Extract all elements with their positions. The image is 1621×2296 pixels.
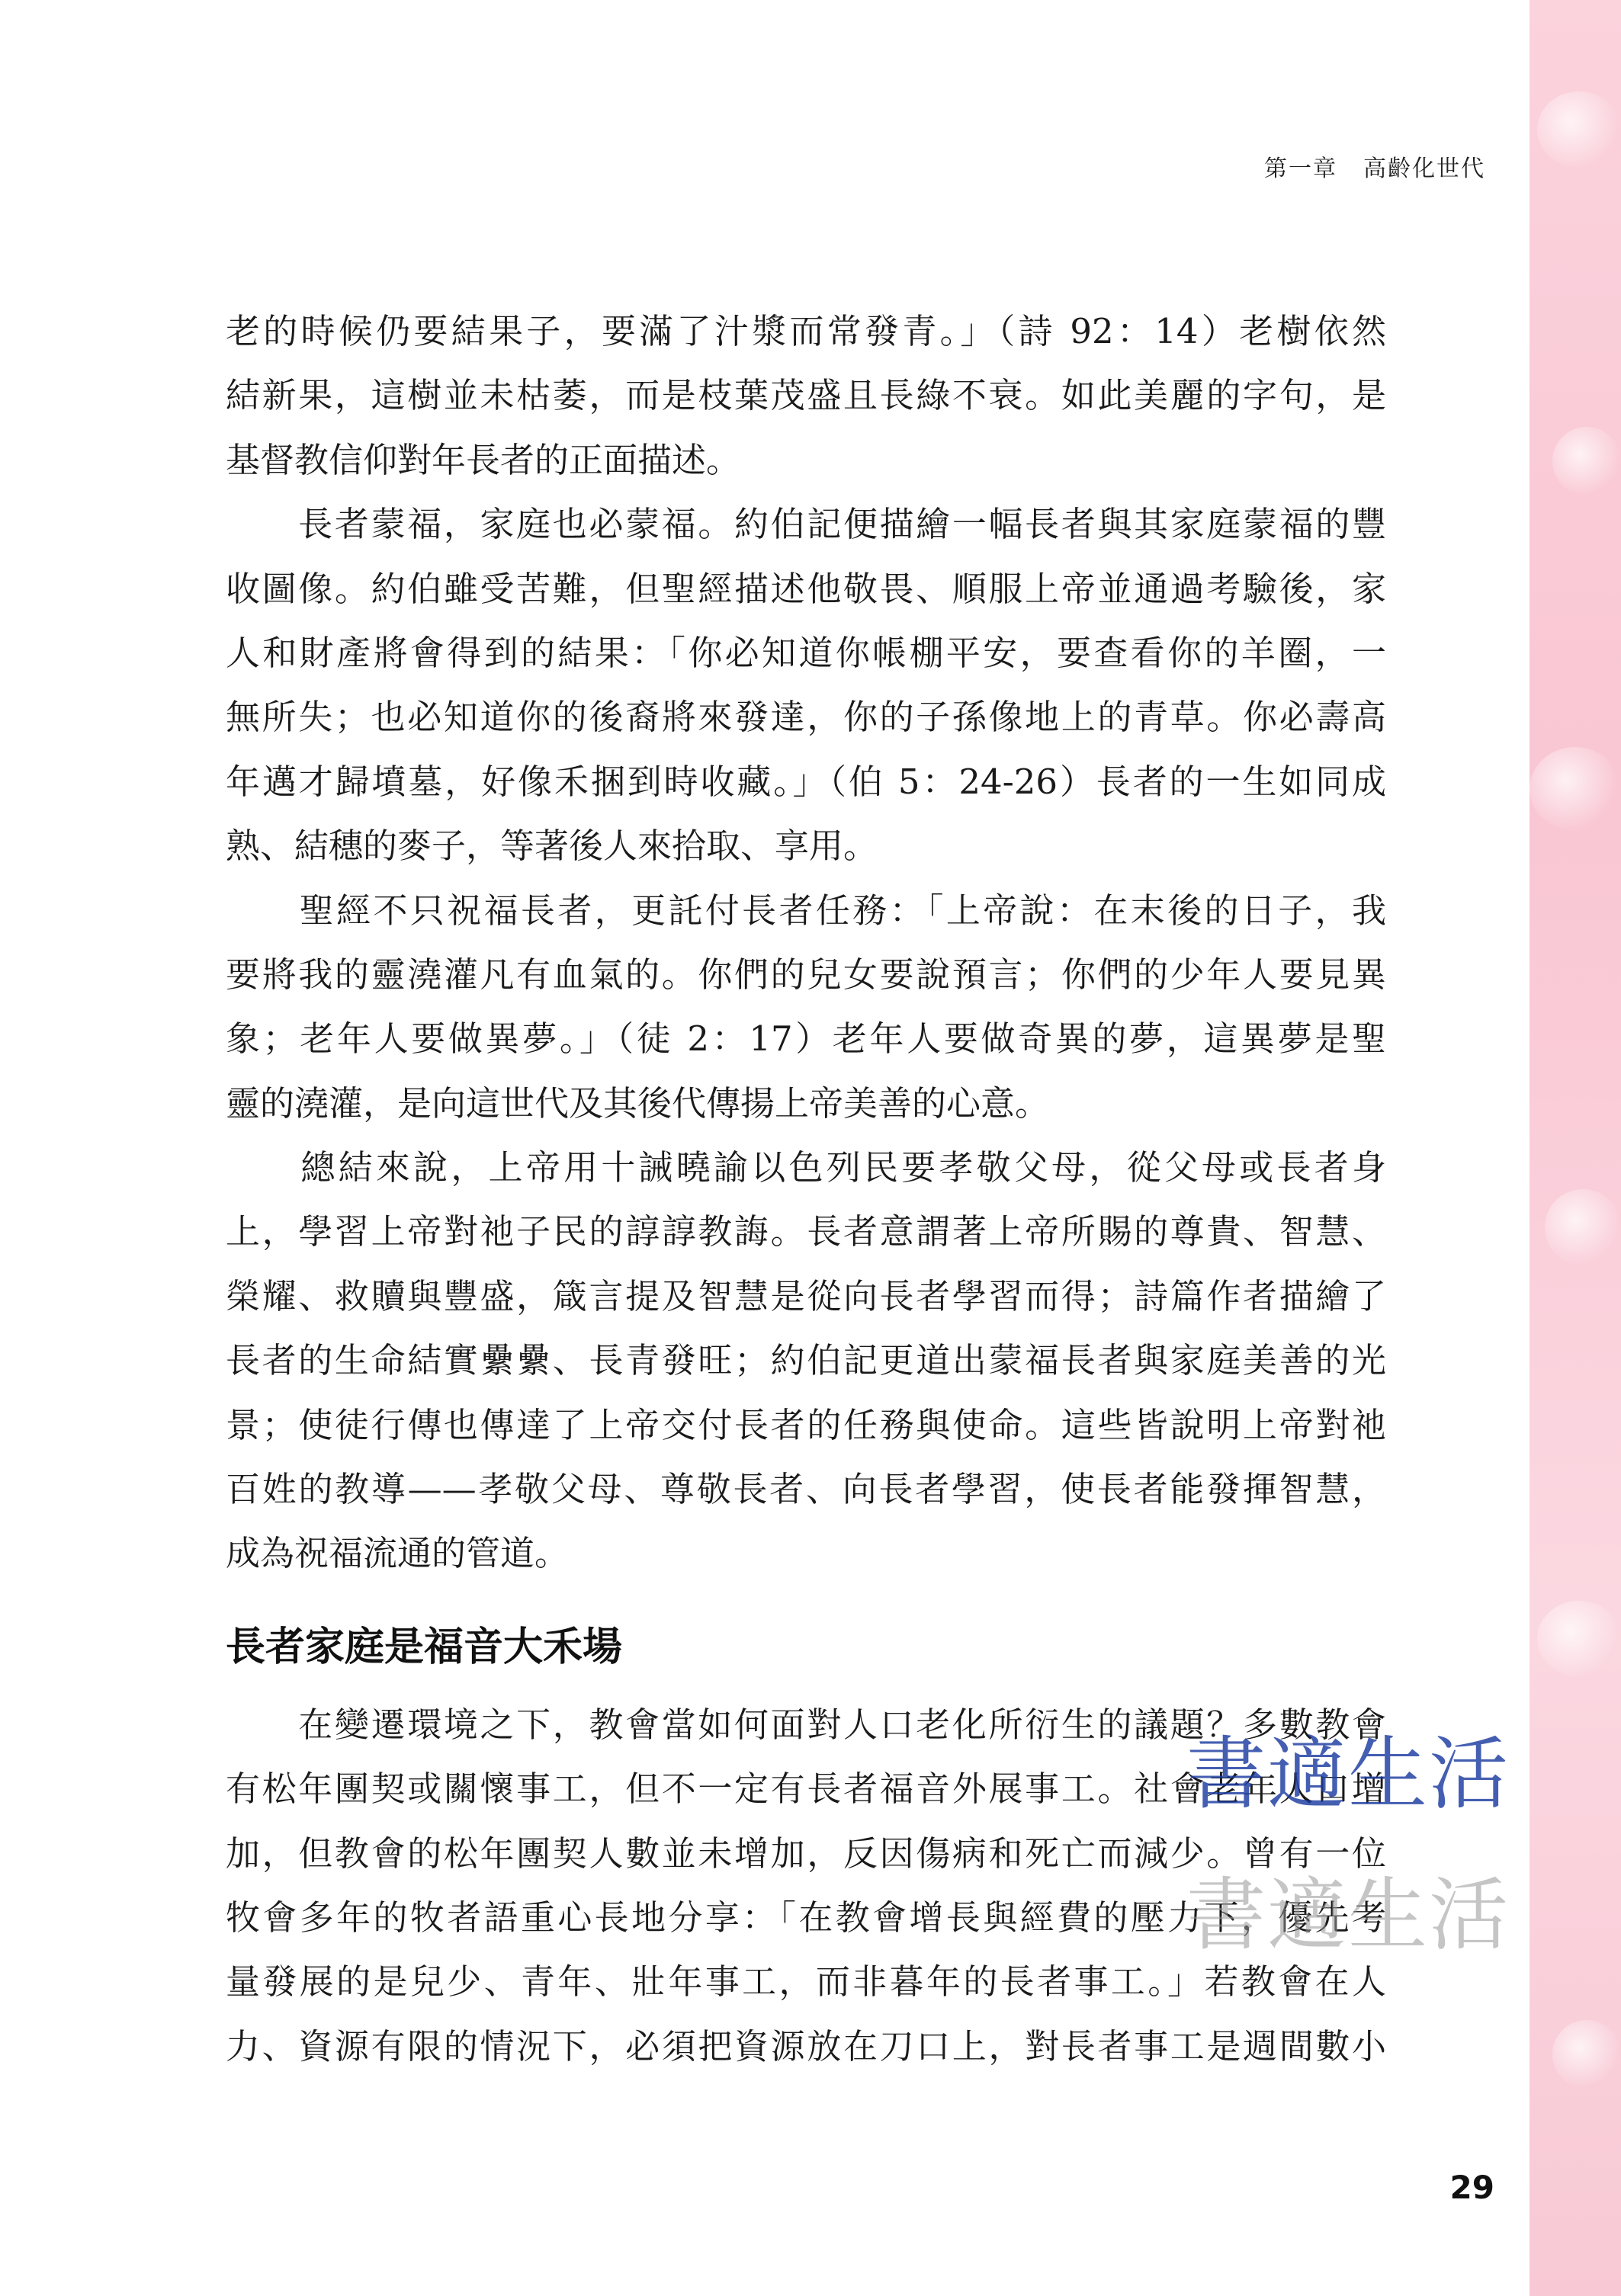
text-line: 長者的生命結實纍纍、長青發旺；約伯記更道出蒙福長者與家庭美善的光 <box>226 1340 1386 1381</box>
text-line: 總結來說，上帝用十誡曉諭以色列民要孝敬父母，從父母或長者身 <box>226 1147 1386 1188</box>
page-number: 29 <box>1449 2169 1494 2206</box>
running-header <box>1264 149 1485 183</box>
text-line: 在變遷環境之下，教會當如何面對人口老化所衍生的議題？多數教會 <box>226 1704 1386 1745</box>
text-line: 牧會多年的牧者語重心長地分享：「在教會增長與經費的壓力下，優先考 <box>226 1897 1386 1938</box>
paragraph <box>226 300 1386 492</box>
watermark-secondary: 書適生活 <box>1186 1868 1510 1961</box>
text-line: 象；老年人要做異夢。」（徒 2：17）老年人要做奇異的夢，這異夢是聖 <box>226 1018 1386 1060</box>
decorative-heart <box>1530 747 1621 831</box>
text-line: 有松年團契或關懷事工，但不一定有長者福音外展事工。社會老年人口增 <box>226 1768 1386 1810</box>
section-heading: 長者家庭是福音大禾場 <box>226 1624 623 1670</box>
text-line: 榮耀、救贖與豐盛，箴言提及智慧是從向長者學習而得；詩篇作者描繪了 <box>226 1275 1386 1316</box>
text-line: 力、資源有限的情況下，必須把資源放在刀口上，對長者事工是週間數小 <box>226 2025 1386 2067</box>
chapter-title: 高齡化世代 <box>1363 156 1485 182</box>
decorative-heart <box>1537 91 1621 168</box>
text-line: 年邁才歸墳墓，好像禾捆到時收藏。」（伯 5：24-26）長者的一生如同成 <box>226 761 1386 802</box>
text-line: 收圖像。約伯雖受苦難，但聖經描述他敬畏、順服上帝並通過考驗後，家 <box>226 568 1386 609</box>
text-line: 景；使徒行傳也傳達了上帝交付長者的任務與使命。這些皆說明上帝對祂 <box>226 1404 1386 1445</box>
text-line: 無所失；也必知道你的後裔將來發達，你的子孫像地上的青草。你必壽高 <box>226 697 1386 738</box>
decorative-heart <box>1545 1189 1621 1265</box>
text-line: 人和財產將會得到的結果：「你必知道你帳棚平安，要查看你的羊圈，一 <box>226 632 1386 673</box>
decorative-heart <box>1537 1601 1621 1677</box>
text-line: 成為祝福流通的管道。 <box>226 1533 570 1574</box>
text-line: 熟、結穗的麥子，等著後人來拾取、享用。 <box>226 826 878 867</box>
text-line: 長者蒙福，家庭也必蒙福。約伯記便描繪一幅長者與其家庭蒙福的豐 <box>226 504 1386 545</box>
decorative-side-strip <box>1530 0 1621 2296</box>
text-line: 基督教信仰對年長者的正面描述。 <box>226 439 741 480</box>
decorative-heart <box>1552 427 1621 495</box>
text-line: 聖經不只祝福長者，更託付長者任務：「上帝說：在末後的日子，我 <box>226 890 1386 931</box>
text-line: 百姓的教導——孝敬父母、尊敬長者、向長者學習，使長者能發揮智慧， <box>226 1469 1386 1510</box>
paragraph <box>226 492 1386 878</box>
paragraph <box>226 1136 1386 1586</box>
watermark-primary: 書適生活 <box>1186 1727 1510 1820</box>
text-line: 老的時候仍要結果子，要滿了汁漿而常發青。」（詩 92：14）老樹依然 <box>226 311 1386 351</box>
decorative-heart <box>1552 2020 1621 2089</box>
text-line: 靈的澆灌，是向這世代及其後代傳揚上帝美善的心意。 <box>226 1082 1050 1124</box>
paragraph <box>226 879 1386 1137</box>
text-line: 上，學習上帝對祂子民的諄諄教誨。長者意謂著上帝所賜的尊貴、智慧、 <box>226 1211 1386 1252</box>
text-line: 結新果，這樹並未枯萎，而是枝葉茂盛且長綠不衰。如此美麗的字句，是 <box>226 375 1386 416</box>
text-line: 要將我的靈澆灌凡有血氣的。你們的兒女要說預言；你們的少年人要見異 <box>226 954 1386 995</box>
chapter-number: 第一章 <box>1264 156 1337 182</box>
text-line: 量發展的是兒少、青年、壯年事工，而非暮年的長者事工。」若教會在人 <box>226 1961 1386 2003</box>
text-line: 加，但教會的松年團契人數並未增加，反因傷病和死亡而減少。曾有一位 <box>226 1833 1386 1874</box>
